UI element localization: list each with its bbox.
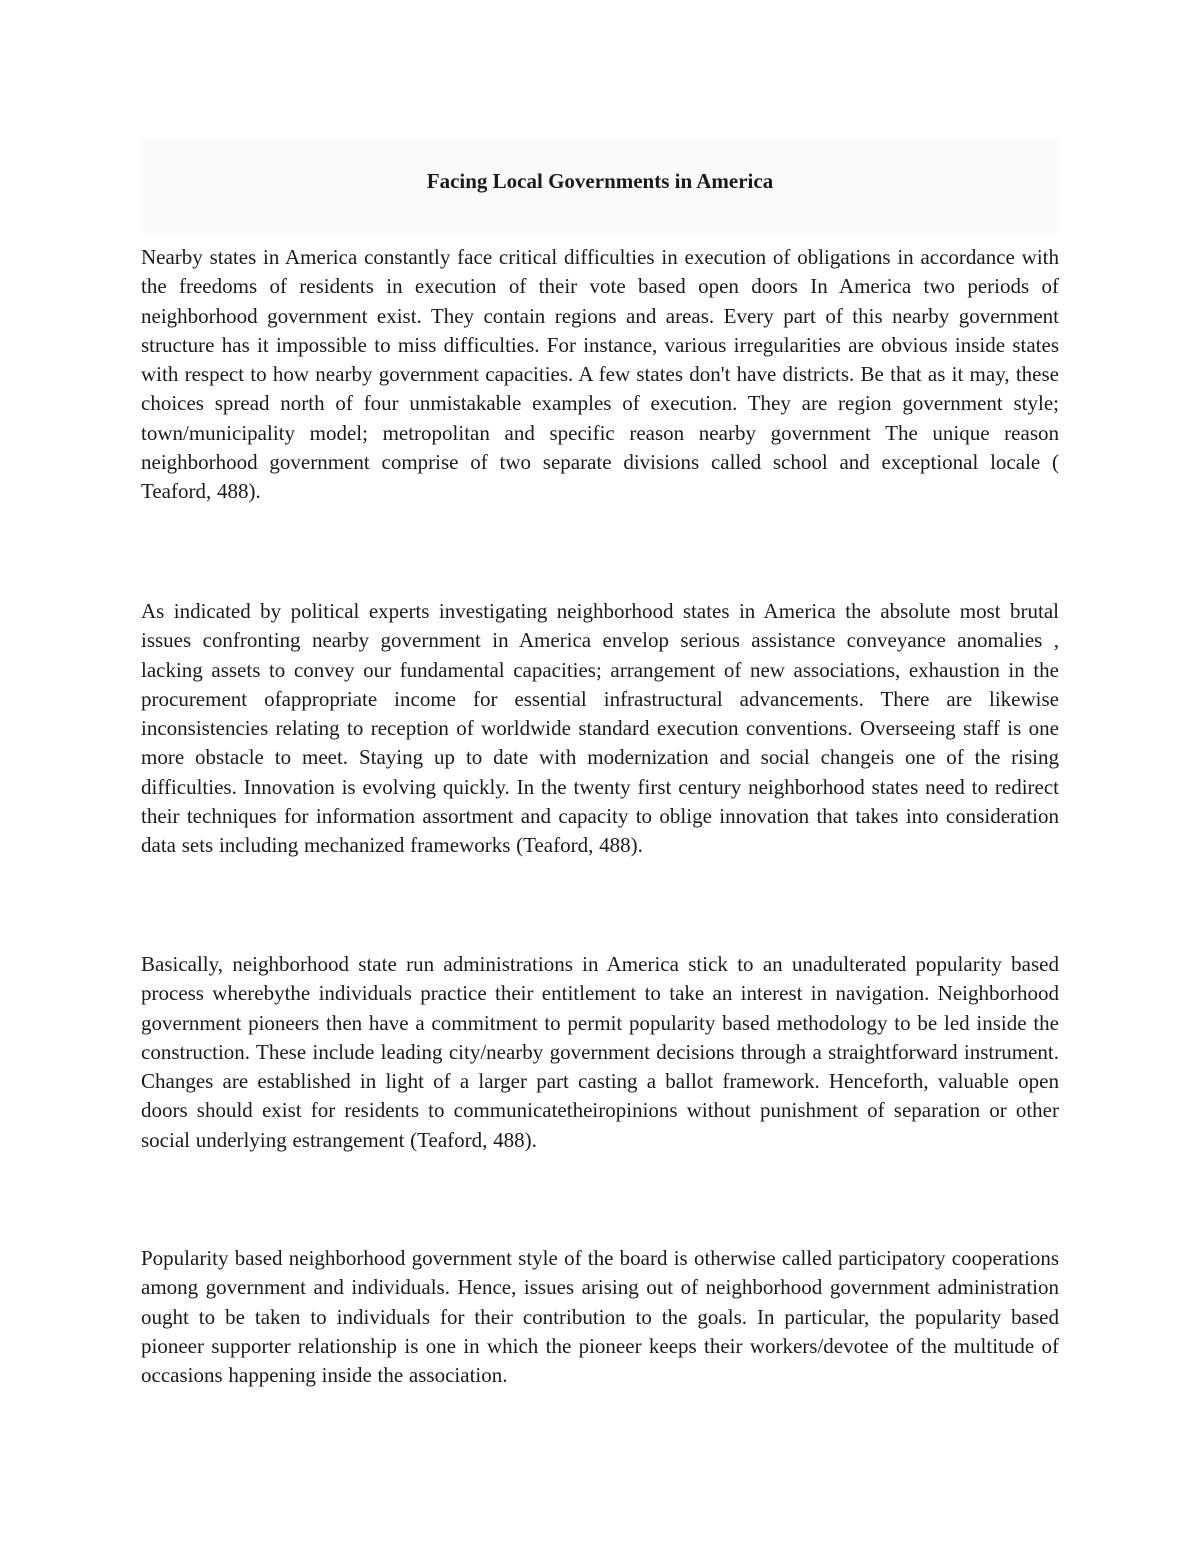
paragraph-1: Nearby states in America constantly face critical difficulties in execution of obligations in accordance with the freedoms of residents in execution of their vote based open doors In America two periods of neighborhood government exist. They contain regions and areas. Every part of this nearby government structure has it impossible to miss difficulties. For instance, various irregularities are obvious inside states with respect to how nearby government capacities. A few states don't have districts. Be that as it may, these choices spread north of four unmistakable examples of execution. They are region government style; town/municipality model; metropolitan and specific reason nearby government The unique reason neighborhood government comprise of two separate divisions called school and exceptional locale ( Teaford, 488). — [141, 245, 1059, 504]
paragraph-2: As indicated by political experts investigating neighborhood states in America the absolute most brutal issues confronting nearby government in America envelop serious assistance conveyance anomalies , lacking assets to convey our fundamental capacities; arrangement of new associations, exhaustion in the procurement ofappropriate income for essential infrastructural advancements. There are likewise inconsistencies relating to reception of worldwide standard execution conventions. Overseeing staff is one more obstacle to meet. Staying up to date with modernization and social changeis one of the rising difficulties. Innovation is evolving quickly. In the twenty first century neighborhood states need to redirect their techniques for information assortment and capacity to oblige innovation that takes into consideration data sets including mechanized frameworks (Teaford, 488). — [141, 599, 1059, 858]
paragraph-3: Basically, neighborhood state run administrations in America stick to an unadulterated popularity based process wherebythe individuals practice their entitlement to take an interest in navigation. Neighborhood government pioneers then have a commitment to permit popularity based methodology to be led inside the construction. These include leading city/nearby government decisions through a straightforward instrument. Changes are established in light of a larger part casting a ballot framework. Henceforth, valuable open doors should exist for residents to communicatetheiropinions without punishment of separation or other social underlying estrangement (Teaford, 488). — [141, 952, 1059, 1152]
paragraph-4: Popularity based neighborhood government style of the board is otherwise called participatory cooperations among government and individuals. Hence, issues arising out of neighborhood government administration ought to be taken to individuals for their contribution to the goals. In particular, the popularity based pioneer supporter relationship is one in which the pioneer keeps their workers/devotee of the multitude of occasions happening inside the association. — [141, 1246, 1059, 1388]
document-title: Facing Local Governments in America — [426, 169, 774, 193]
